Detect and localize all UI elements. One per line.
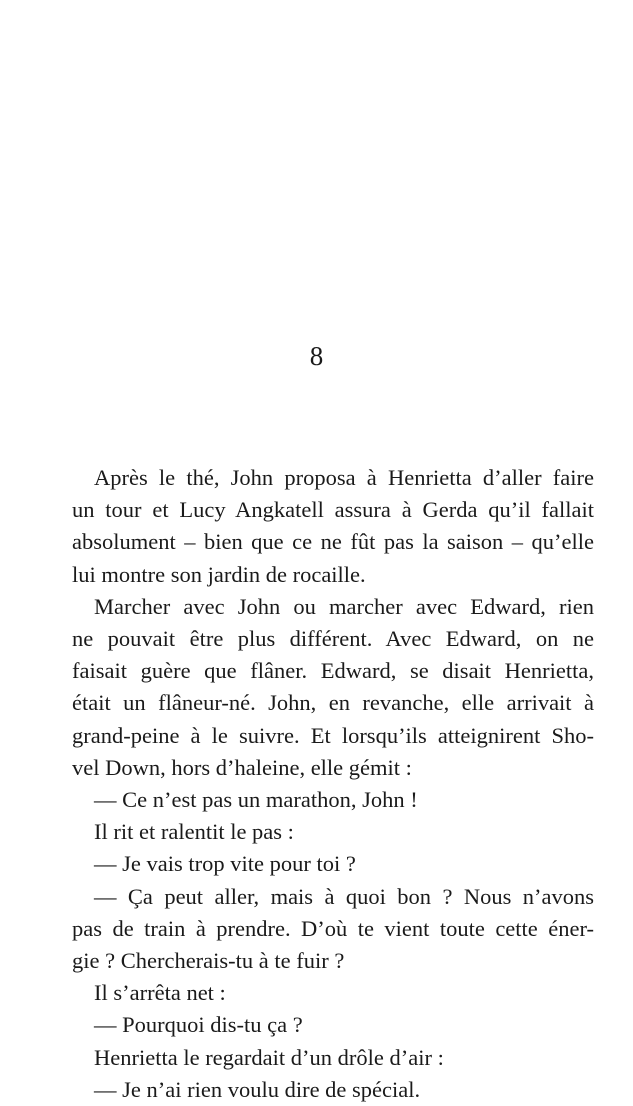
text-line: Marcher avec John ou marcher avec Edward, rien <box>94 593 594 619</box>
text-line: faisait guère que flâner. Edward, se disait Henrietta, <box>72 658 594 684</box>
dialogue-line <box>72 881 594 978</box>
paragraph <box>72 591 594 784</box>
text-line: lui montre son jardin de rocaille. <box>72 561 366 587</box>
paragraph <box>72 1042 594 1074</box>
dialogue-line <box>72 1009 594 1041</box>
paragraph <box>72 816 594 848</box>
text-line: absolument – bien que ce ne fût pas la saison – qu’elle <box>72 529 594 555</box>
text-line: — Ça peut aller, mais à quoi bon ? Nous n’avons <box>94 883 594 909</box>
chapter-body <box>72 462 594 1106</box>
text-line: — Pourquoi dis-tu ça ? <box>94 1012 303 1038</box>
text-line: un tour et Lucy Angkatell assura à Gerda qu’il fallait <box>72 497 594 523</box>
text-line: ne pouvait être plus différent. Avec Edward, on ne <box>72 626 594 652</box>
text-line: — Je n’ai rien voulu dire de spécial. <box>94 1076 421 1102</box>
text-line: Il s’arrêta net : <box>94 980 226 1006</box>
text-line: gie ? Chercherais-tu à te fuir ? <box>72 948 345 974</box>
text-line: — Ce n’est pas un marathon, John ! <box>94 787 418 813</box>
text-line: était un flâneur-né. John, en revanche, elle arrivait à <box>72 690 594 716</box>
dialogue-line <box>72 848 594 880</box>
text-line: Après le thé, John proposa à Henrietta d’aller faire <box>94 465 594 490</box>
paragraph <box>72 462 594 591</box>
paragraph <box>72 977 594 1009</box>
text-line: Henrietta le regardait d’un drôle d’air : <box>94 1044 444 1070</box>
text-line: Il rit et ralentit le pas : <box>94 819 294 845</box>
text-line: — Je vais trop vite pour toi ? <box>94 851 356 877</box>
dialogue-line <box>72 784 594 816</box>
dialogue-line <box>72 1074 594 1106</box>
text-line: pas de train à prendre. D’où te vient toute cette éner- <box>72 915 594 941</box>
text-line: grand-peine à le suivre. Et lorsqu’ils atteignirent Sho- <box>72 722 594 748</box>
chapter-number: 8 <box>309 341 324 371</box>
text-line: vel Down, hors d’haleine, elle gémit : <box>72 754 412 780</box>
